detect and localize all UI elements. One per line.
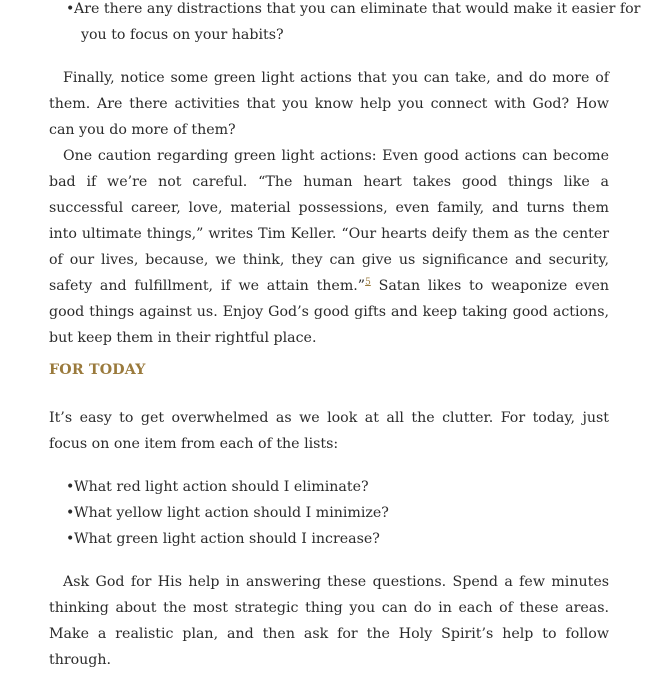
bullet-yellow-light-text: What yellow light action should I minimize? <box>74 505 389 521</box>
paragraph-caution <box>49 143 609 351</box>
bullet-dot: • <box>66 531 75 547</box>
bullet-green-light-text: What green light action should I increase? <box>74 531 380 547</box>
paragraph-green-light-intro <box>49 65 609 143</box>
bullet-red-light-text: What red light action should I eliminate? <box>74 479 369 495</box>
footnote-reference[interactable]: 5 <box>365 277 371 288</box>
paragraph-closing <box>49 569 609 673</box>
bullet-distractions-line2: you to focus on your habits? <box>81 27 284 43</box>
paragraph-closing-text: Ask God for His help in answering these questions. Spend a few minutes thinking about the most strategic thing you can do in each of these areas. Make a realistic plan, and then ask for the Holy Spirit’s help to follow through. <box>49 574 609 668</box>
paragraph-caution-text: One caution regarding green light actions: Even good actions can become bad if we’re not careful. “The human heart takes good things like a successful career, love, material possessions, even family, and turns them into ultimate things,” writes Tim Keller. “Our hearts deify them as the center of our lives, because, we think, they can give us significance and security, safety and fulfillment, if we attain them.” <box>49 148 609 294</box>
bullet-green-light <box>66 526 626 552</box>
for-today-heading: FOR TODAY <box>49 362 146 378</box>
bullet-distractions-line1: Are there any distractions that you can eliminate that would make it easier for <box>74 1 641 17</box>
paragraph-caution-after-text: Satan likes to weaponize even good things against us. Enjoy God’s good gifts and keep taking good actions, but keep them in their rightful place. <box>49 278 610 346</box>
bullet-dot: • <box>66 505 75 521</box>
bullet-red-light <box>66 474 626 500</box>
bullet-dot: • <box>66 1 75 17</box>
paragraph-green-light-intro-text: Finally, notice some green light actions that you can take, and do more of them. Are there activities that you know help you connect with God? How can you do more of them? <box>49 70 609 138</box>
bullet-yellow-light <box>66 500 626 526</box>
bullet-dot: • <box>66 479 75 495</box>
paragraph-for-today-intro: It’s easy to get overwhelmed as we look at all the clutter. For today, just focus on one item from each of the lists: <box>49 410 609 452</box>
bullet-distractions <box>66 0 641 22</box>
